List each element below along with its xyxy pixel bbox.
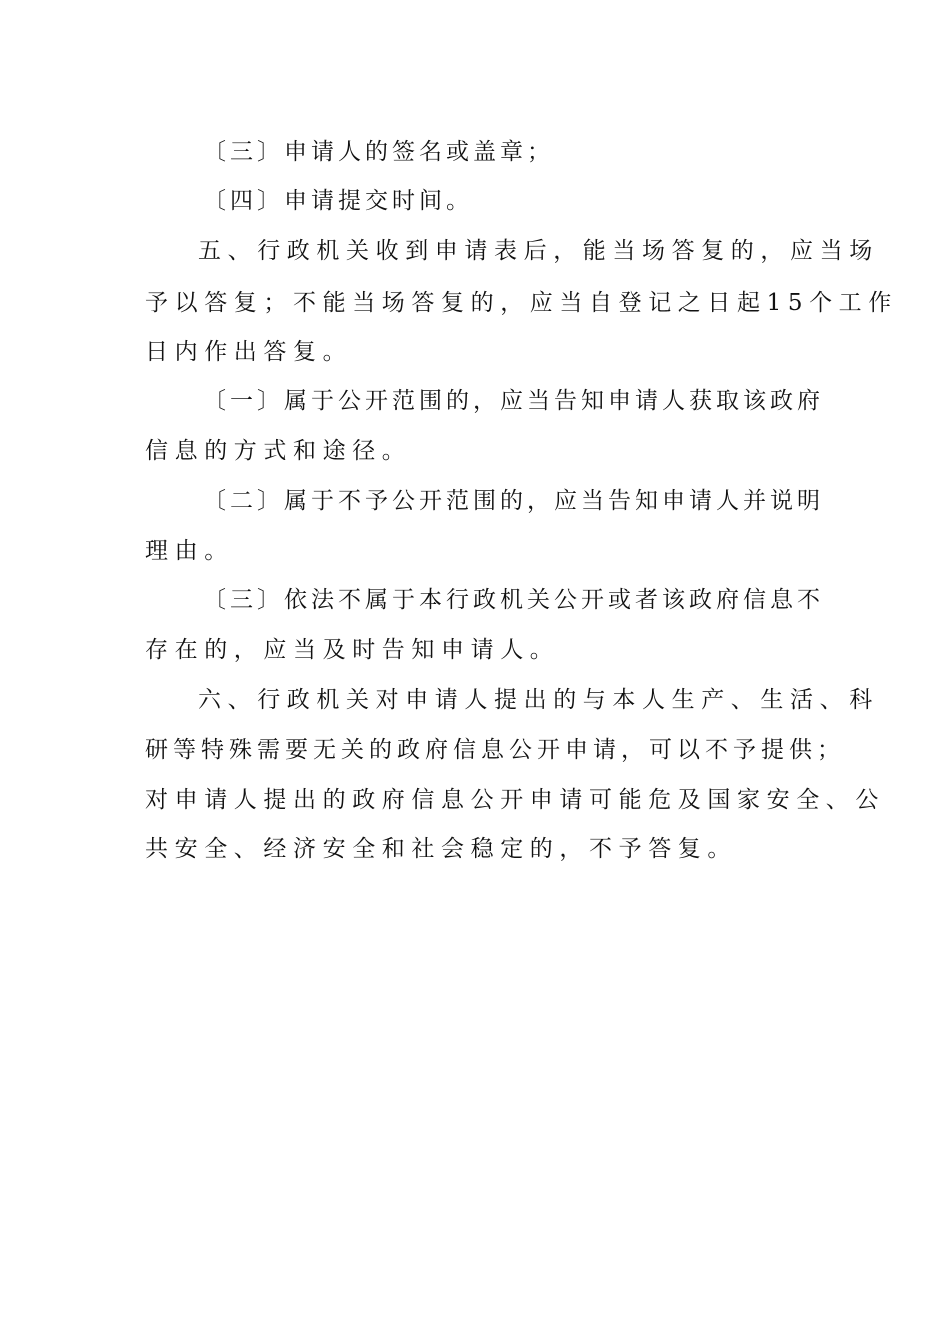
item-three-line-2: 存在的，应当及时告知申请人。 — [145, 637, 560, 663]
item-four-submission-time: 〔四〕申请提交时间。 — [203, 188, 473, 214]
item-two-line-1: 〔二〕属于不予公开范围的，应当告知申请人并说明 — [203, 488, 824, 514]
section-six-line-2: 研等特殊需要无关的政府信息公开申请，可以不予提供； — [145, 737, 845, 763]
section-six-line-3: 对申请人提出的政府信息公开申请可能危及国家安全、公 — [145, 787, 885, 813]
item-three-signature: 〔三〕申请人的签名或盖章； — [203, 139, 554, 165]
section-five-line-2: 予以答复；不能当场答复的，应当自登记之日起15个工作 — [145, 290, 898, 316]
section-five-line-1: 五、行政机关收到申请表后，能当场答复的，应当场 — [198, 238, 879, 264]
item-one-line-2: 信息的方式和途径。 — [145, 438, 412, 464]
section-five-line-3: 日内作出答复。 — [145, 339, 353, 365]
section-six-line-1: 六、行政机关对申请人提出的与本人生产、生活、科 — [198, 687, 879, 713]
item-two-line-2: 理由。 — [145, 538, 234, 564]
item-one-line-1: 〔一〕属于公开范围的，应当告知申请人获取该政府 — [203, 388, 824, 414]
item-three-line-1: 〔三〕依法不属于本行政机关公开或者该政府信息不 — [203, 587, 824, 613]
section-six-line-4: 共安全、经济安全和社会稳定的，不予答复。 — [145, 836, 737, 862]
